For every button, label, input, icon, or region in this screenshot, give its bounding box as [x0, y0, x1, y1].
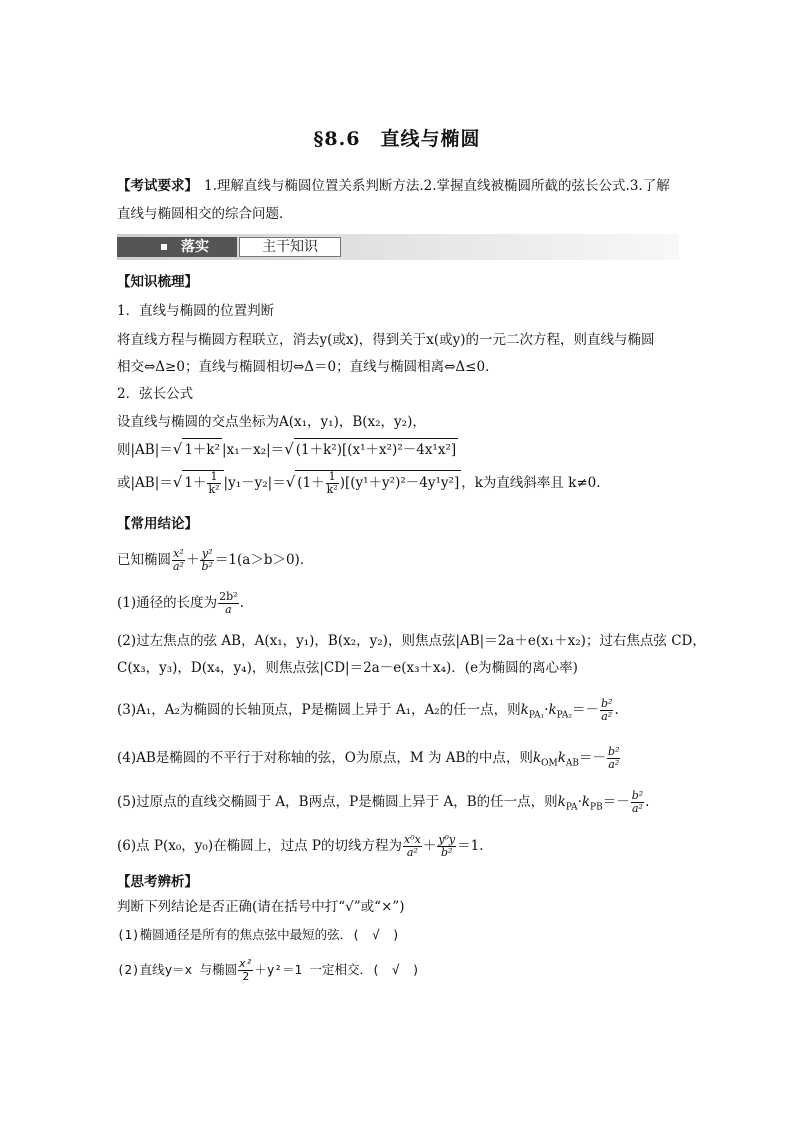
ellipse-definition: 已知椭圆 $\frac{\text{x²}}{\text{a²}}$ ＋ $\frac{\text{y²}}{\text{b²}}$ ＝1(a＞b＞0)．: [117, 547, 314, 573]
requirements-tag: 【考试要求】: [117, 178, 198, 194]
question-2-tail: ＋y²＝1 一定相交．( √ ): [254, 962, 420, 977]
conclusion-2-line2: C(x₃，y₃)，D(x₄，y₄)，则焦点弦|CD|＝2a－e(x₃＋x₄)．(e为椭圆的离心率): [117, 660, 578, 676]
conclusion-6: (6)点 P(x₀，y₀)在椭圆上，过点 P的切线方程为 $\frac{\text{x⁰x}}{\text{a²}}$ ＋ $\frac{\text{y⁰y}}{\text{b²}}$ ＝1.: [117, 833, 484, 859]
exam-requirements: [117, 172, 682, 228]
section-bar: [117, 234, 679, 260]
section-label-1: 落实: [181, 239, 209, 255]
intro-condition: ＝1(a＞b＞0)．: [214, 552, 314, 568]
radical-icon: √: [172, 473, 183, 491]
requirements-text-2: 直线与椭圆相交的综合问题．: [117, 206, 293, 222]
page-title: §8.6 直线与椭圆: [313, 128, 481, 150]
conclusion-6-text: (6)点 P(x₀，y₀)在椭圆上，过点 P的切线方程为: [117, 838, 402, 854]
conclusion-2-line1: (2)过左焦点的弦 AB，A(x₁，y₁)，B(x₂，y₂)，则焦点弦|AB|＝2a＋e(x₁＋x₂)；过右焦点弦 CD，: [117, 633, 706, 649]
conclusions-heading: 【常用结论】: [117, 516, 198, 532]
question-2-text: (2)直线y＝x 与椭圆: [117, 962, 238, 977]
chord-formula-x: [117, 438, 458, 461]
formula-prefix: 或|AB|＝: [117, 475, 173, 491]
item2-title: 2．弦长公式: [117, 386, 194, 402]
radical-icon: √: [172, 440, 183, 458]
chord-formula-y: 或|AB|＝√ 1＋ $\frac{1}{\text{k²}}$ |y₁－y₂|＝√ (1＋ $\frac{1}{\text{k²}}$ )[(y¹＋y²)²－4y¹y²] ，k为直线斜率且 k≠0.: [117, 470, 601, 496]
requirements-text-1: 1.理解直线与椭圆位置关系判断方法.2.掌握直线被椭圆所截的弦长公式.3.了解: [204, 178, 670, 194]
section-label-box: [117, 237, 237, 257]
formula-prefix: 则|AB|＝: [117, 442, 173, 458]
thinking-intro: 判断下列结论是否正确(请在括号中打“√”或“×”): [117, 899, 405, 915]
radicand-2: (1＋k²)[(x¹＋x²)²－4x¹x²]: [294, 438, 458, 461]
conclusion-5-text: (5)过原点的直线交椭圆于 A，B两点，P是椭圆上异于 A，B的任一点，则: [117, 794, 558, 810]
thinking-question-2: (2)直线y＝x 与椭圆 $\frac{\text{x²}}{2}$ ＋y²＝1 一定相交．( √ ): [117, 957, 420, 983]
item1-line2: 相交⇔Δ≥0；直线与椭圆相切⇔Δ＝0；直线与椭圆相离⇔Δ≤0.: [117, 359, 490, 375]
formula-middle: |y₁－y₂|＝: [223, 475, 286, 491]
thinking-question-1: (1)椭圆通径是所有的焦点弦中最短的弦．( √ ): [117, 927, 400, 942]
radical-icon: √: [285, 473, 296, 491]
conclusion-3: (3)A₁，A₂为椭圆的长轴顶点，P是椭圆上异于 A₁，A₂的任一点，则$k_{PA_1}\cdot k_{PA_2}=-$ $\frac{\text{b²}}{\text{a²}}$ .: [117, 697, 619, 723]
formula-suffix: ，k为直线斜率且 k≠0.: [461, 475, 601, 491]
intro-text: 已知椭圆: [117, 552, 171, 568]
conclusion-3-text: (3)A₁，A₂为椭圆的长轴顶点，P是椭圆上异于 A₁，A₂的任一点，则: [117, 702, 521, 718]
conclusion-4: (4)AB是椭圆的不平行于对称轴的弦，O为原点，M 为 AB的中点，则$k_{OM}k_{AB}=-$ $\frac{\text{b²}}{\text{a²}}$: [117, 745, 620, 771]
item2-line1: 设直线与椭圆的交点坐标为A(x₁，y₁)，B(x₂，y₂)，: [117, 414, 426, 430]
radicand-3: [(y¹＋y²)²－4y¹y²]: [344, 475, 460, 491]
item1-line1: 将直线方程与椭圆方程联立，消去y(或x)，得到关于x(或y)的一元二次方程，则直线与椭圆: [117, 332, 655, 348]
conclusion-6-tail: ＝1.: [457, 838, 484, 854]
thinking-heading: 【思考辨析】: [117, 874, 198, 890]
conclusion-1: (1)通径的长度为 $\frac{\text{2b²}}{a}$ .: [117, 590, 244, 616]
radicand-1: 1＋k²: [182, 438, 222, 461]
formula-middle: |x₁－x₂|＝: [222, 442, 285, 458]
conclusion-4-text: (4)AB是椭圆的不平行于对称轴的弦，O为原点，M 为 AB的中点，则: [117, 750, 533, 766]
conclusion-5: (5)过原点的直线交椭圆于 A，B两点，P是椭圆上异于 A，B的任一点，则$k_{PA}\cdot k_{PB}=-$ $\frac{\text{b²}}{\text{a²}}$ .: [117, 789, 650, 815]
item1-title: 1．直线与椭圆的位置判断: [117, 303, 275, 319]
section-label-2: 主干知识: [239, 237, 341, 257]
conclusion-1-text: (1)通径的长度为: [117, 595, 218, 611]
radical-icon: √: [284, 440, 294, 458]
square-bullet-icon: [161, 244, 167, 250]
knowledge-heading: 【知识梳理】: [117, 274, 198, 290]
